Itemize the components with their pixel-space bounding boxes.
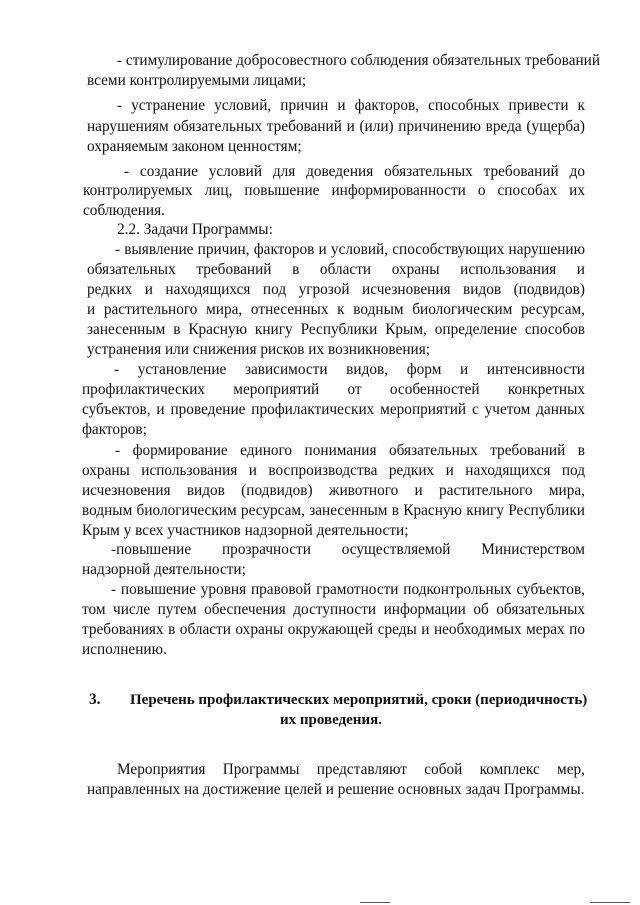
text-line: факторов; (82, 421, 147, 438)
text-line: Мероприятия Программы представляют собой комплекс мер, (117, 761, 585, 778)
text-line: водным биологическим ресурсам, занесенным в Красную книгу Республики (82, 502, 585, 519)
text-line: Крым у всех участников надзорной деятельности; (82, 522, 409, 539)
text-line: занесенным в Красную книгу Республики Крым, определение способов (87, 321, 585, 338)
text-line: нарушениям обязательных требований и (или) причинению вреда (ущерба) (87, 118, 585, 135)
scan-mark (590, 902, 630, 903)
text-line: том числе путем обеспечения доступности информации об обязательных (82, 601, 585, 618)
text-line: требованиях в области охраны окружающей среды и необходимых мерах по (82, 621, 585, 638)
text-line: -повышение прозрачности осуществляемой Министерством (111, 541, 585, 558)
text-line: профилактических мероприятий от особенностей конкретных (82, 381, 585, 398)
text-line: редких и находящихся под угрозой исчезновения видов (подвидов) (87, 281, 585, 298)
text-line: - выявление причин, факторов и условий, способствующих нарушению (115, 241, 585, 258)
text-line: всеми контролируемыми лицами; (87, 72, 307, 89)
text-line: исполнению. (82, 641, 167, 658)
text-line: надзорной деятельности; (82, 561, 246, 578)
text-line: - формирование единого понимания обязательных требований в (115, 442, 585, 459)
text-line: - установление зависимости видов, форм и интенсивности (114, 361, 585, 378)
text-line: - повышение уровня правовой грамотности подконтрольных субъектов, (111, 581, 585, 598)
text-line: и растительного мира, отнесенных к водным биологическим ресурсам, (87, 301, 585, 318)
text-line: субъектов, и проведение профилактических мероприятий с учетом данных (82, 401, 585, 418)
text-line: устранения или снижения рисков их возникновения; (87, 341, 430, 358)
text-line: - устранение условий, причин и факторов, способных привести к (117, 97, 585, 114)
text-line: охраны использования и воспроизводства редких и находящихся под (82, 462, 585, 479)
section-title-continued: их проведения. (280, 712, 382, 728)
subsection-heading: 2.2. Задачи Программы: (117, 221, 273, 238)
text-line: - стимулирование добросовестного соблюдения обязательных требований (117, 52, 601, 69)
text-line: - создание условий для доведения обязательных требований до (124, 163, 585, 180)
text-line: охраняемым законом ценностям; (87, 138, 302, 155)
text-line: направленных на достижение целей и решение основных задач Программы. (87, 781, 585, 798)
section-title: Перечень профилактических мероприятий, сроки (периодичность) (130, 692, 588, 708)
text-line: исчезновения видов (подвидов) животного и растительного мира, (82, 482, 585, 499)
text-line: соблюдения. (83, 202, 165, 219)
text-line: обязательных требований в области охраны использования и (87, 261, 585, 278)
section-number: 3. (89, 691, 101, 708)
scan-mark (360, 902, 390, 903)
text-line: контролируемых лиц, повышение информированности о способах их (83, 182, 585, 199)
